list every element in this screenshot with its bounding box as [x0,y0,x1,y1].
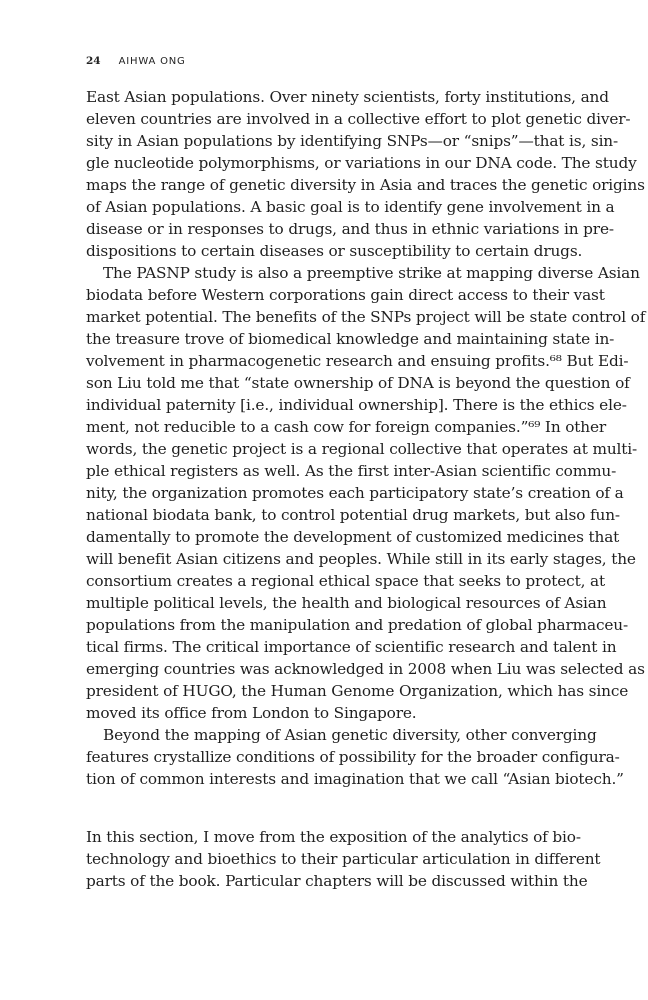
text-line: tical firms. The critical importance of scientific research and talent in [86,638,617,656]
text-line: features crystallize conditions of possibility for the broader configura- [86,748,620,766]
text-line: biodata before Western corporations gain direct access to their vast [86,286,605,304]
text-line: technology and bioethics to their particular articulation in different [86,850,601,868]
text-line: maps the range of genetic diversity in Asia and traces the genetic origins [86,176,645,194]
text-line: nity, the organization promotes each participatory state’s creation of a [86,484,624,502]
text-line: will benefit Asian citizens and peoples. While still in its early stages, the [86,550,636,568]
text-line: sity in Asian populations by identifying SNPs—or “snips”—that is, sin- [86,132,619,150]
text-line: gle nucleotide polymorphisms, or variations in our DNA code. The study [86,154,637,172]
text-line: populations from the manipulation and predation of global pharmaceu- [86,616,629,634]
running-head-author: AIHWA ONG [118,56,186,67]
text-line: East Asian populations. Over ninety scientists, forty institutions, and [86,88,609,106]
text-line: consortium creates a regional ethical space that seeks to protect, at [86,572,605,590]
text-line: market potential. The benefits of the SNPs project will be state control of [86,308,646,326]
text-line: damentally to promote the development of customized medicines that [86,528,620,546]
text-line: moved its office from London to Singapore. [86,704,417,722]
text-line: multiple political levels, the health and biological resources of Asian [86,594,607,612]
text-line: son Liu told me that “state ownership of DNA is beyond the question of [86,374,630,392]
text-line: ple ethical registers as well. As the first inter-Asian scientific commu- [86,462,617,480]
text-line: president of HUGO, the Human Genome Organization, which has since [86,682,629,700]
text-line: parts of the book. Particular chapters will be discussed within the [86,872,588,890]
text-line: eleven countries are involved in a collective effort to plot genetic diver- [86,110,631,128]
text-line: dispositions to certain diseases or susceptibility to certain drugs. [86,242,583,260]
text-line: tion of common interests and imagination that we call “Asian biotech.” [86,770,624,788]
text-line: ment, not reducible to a cash cow for foreign companies.”⁶⁹ In other [86,418,607,436]
text-line: national biodata bank, to control potential drug markets, but also fun- [86,506,620,524]
text-line: volvement in pharmacogenetic research and ensuing profits.⁶⁸ But Edi- [86,352,629,370]
text-line: of Asian populations. A basic goal is to identify gene involvement in a [86,198,615,216]
text-line: emerging countries was acknowledged in 2008 when Liu was selected as [86,660,645,678]
text-line: disease or in responses to drugs, and thus in ethnic variations in pre- [86,220,614,238]
text-line: Beyond the mapping of Asian genetic diversity, other converging [103,726,597,744]
page-number: 24 [86,55,101,67]
running-header [86,55,186,67]
text-line: the treasure trove of biomedical knowledge and maintaining state in- [86,330,615,348]
text-line: The PASNP study is also a preemptive strike at mapping diverse Asian [103,264,640,282]
text-line: individual paternity [i.e., individual ownership]. There is the ethics ele- [86,396,627,414]
text-line: words, the genetic project is a regional collective that operates at multi- [86,440,638,458]
text-line: In this section, I move from the exposition of the analytics of bio- [86,828,581,846]
